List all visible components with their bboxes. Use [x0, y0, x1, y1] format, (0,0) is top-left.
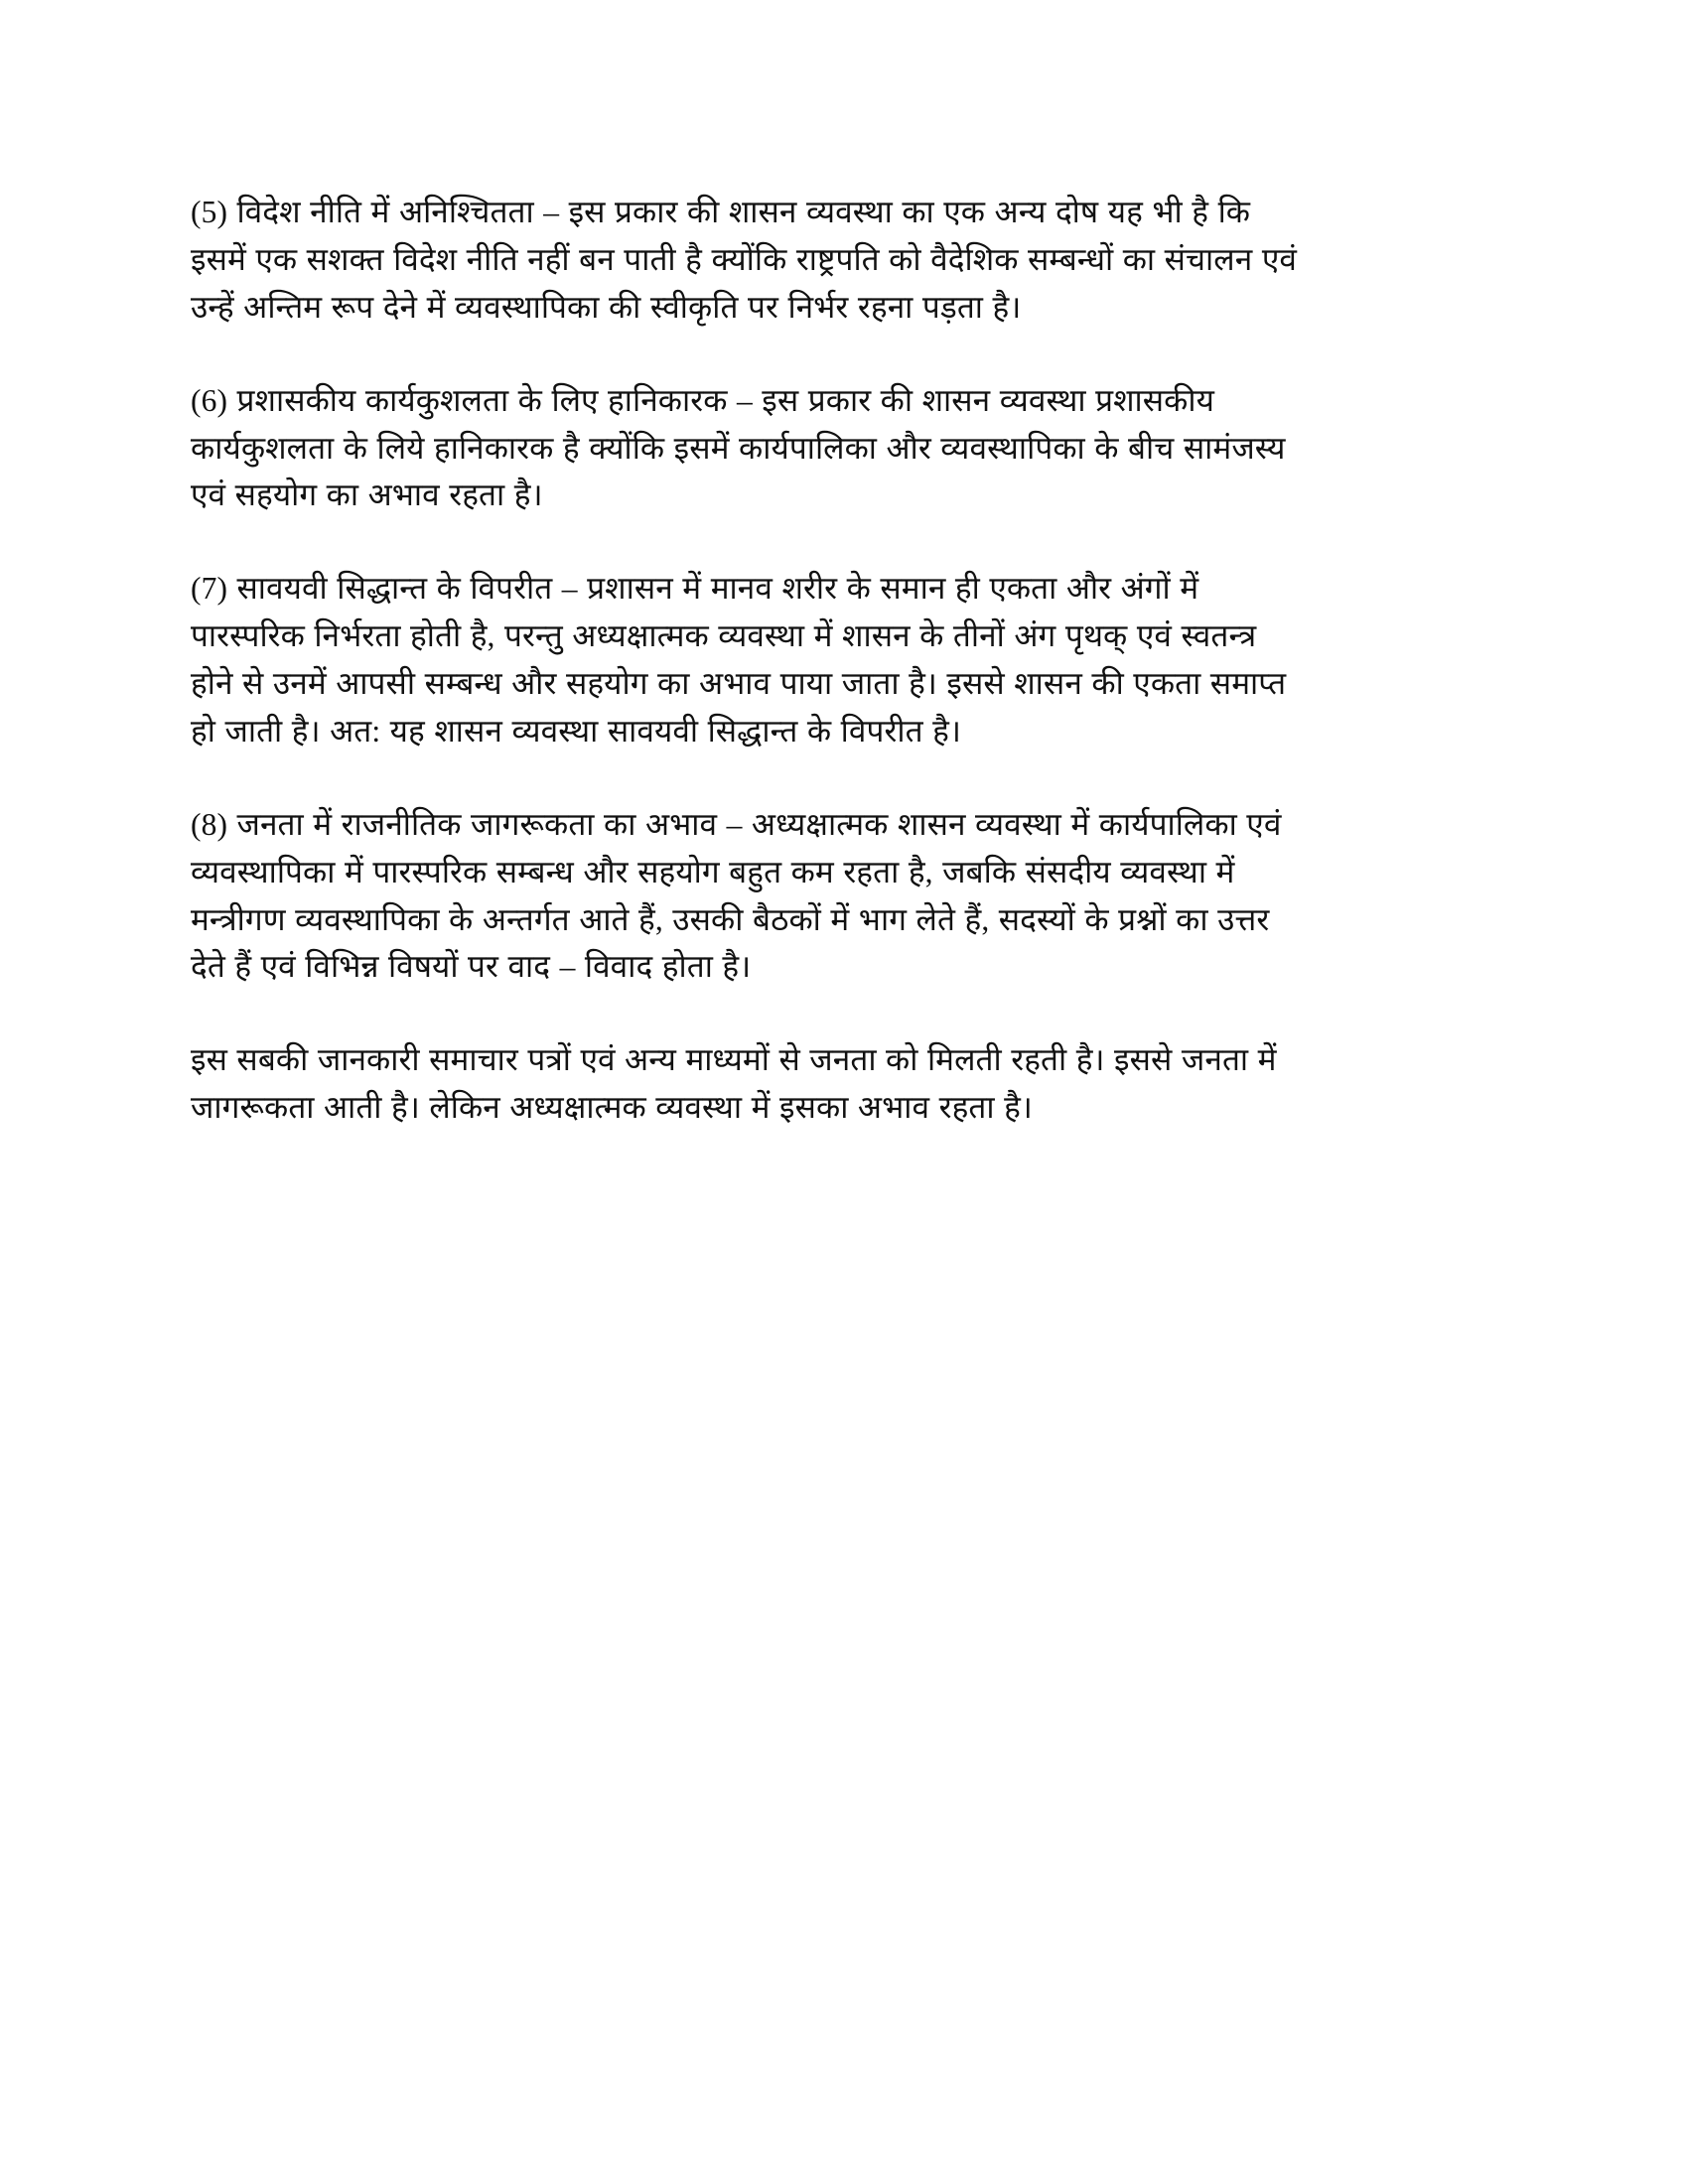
paragraph-5: (5) विदेश नीति में अनिश्चितता – इस प्रकार की शासन व्यवस्था का एक अन्य दोष यह भी है कि इसमें एक सशक्त विदेश नीति नहीं बन पाती है क्योंकि राष्ट्रपति को वैदेशिक सम्बन्धों का संचालन एवं उन्हें अन्तिम रूप देने में व्यवस्थापिका की स्वीकृति पर निर्भर रहना पड़ता है। [191, 195, 1297, 325]
paragraph-8: (8) जनता में राजनीतिक जागरूकता का अभाव – अध्यक्षात्मक शासन व्यवस्था में कार्यपालिका एवं व्यवस्थापिका में पारस्परिक सम्बन्ध और सहयोग बहुत कम रहता है, जबकि संसदीय व्यवस्था में मन्त्रीगण व्यवस्थापिका के अन्तर्गत आते हैं, उसकी बैठकों में भाग लेते हैं, सदस्यों के प्रश्नों का उत्तर देते हैं एवं विभिन्न विषयों पर वाद – विवाद होता है। [191, 806, 1282, 985]
paragraph-7: (7) सावयवी सिद्धान्त के विपरीत – प्रशासन में मानव शरीर के समान ही एकता और अंगों में पारस्परिक निर्भरता होती है, परन्तु अध्यक्षात्मक व्यवस्था में शासन के तीनों अंग पृथक् एवं स्वतन्त्र होने से उनमें आपसी सम्बन्ध और सहयोग का अभाव पाया जाता है। इससे शासन की एकता समाप्त हो जाती है। अत: यह शासन व्यवस्था सावयवी सिद्धान्त के विपरीत है। [191, 571, 1287, 749]
document-body [191, 189, 1514, 1132]
paragraph-6: (6) प्रशासकीय कार्यकुशलता के लिए हानिकारक – इस प्रकार की शासन व्यवस्था प्रशासकीय कार्यकुशलता के लिये हानिकारक है क्योंकि इसमें कार्यपालिका और व्यवस्थापिका के बीच सामंजस्य एवं सहयोग का अभाव रहता है। [191, 382, 1286, 513]
paragraph-closing: इस सबकी जानकारी समाचार पत्रों एवं अन्य माध्यमों से जनता को मिलती रहती है। इससे जनता में जागरूकता आती है। लेकिन अध्यक्षात्मक व्यवस्था में इसका अभाव रहता है। [191, 1042, 1277, 1126]
